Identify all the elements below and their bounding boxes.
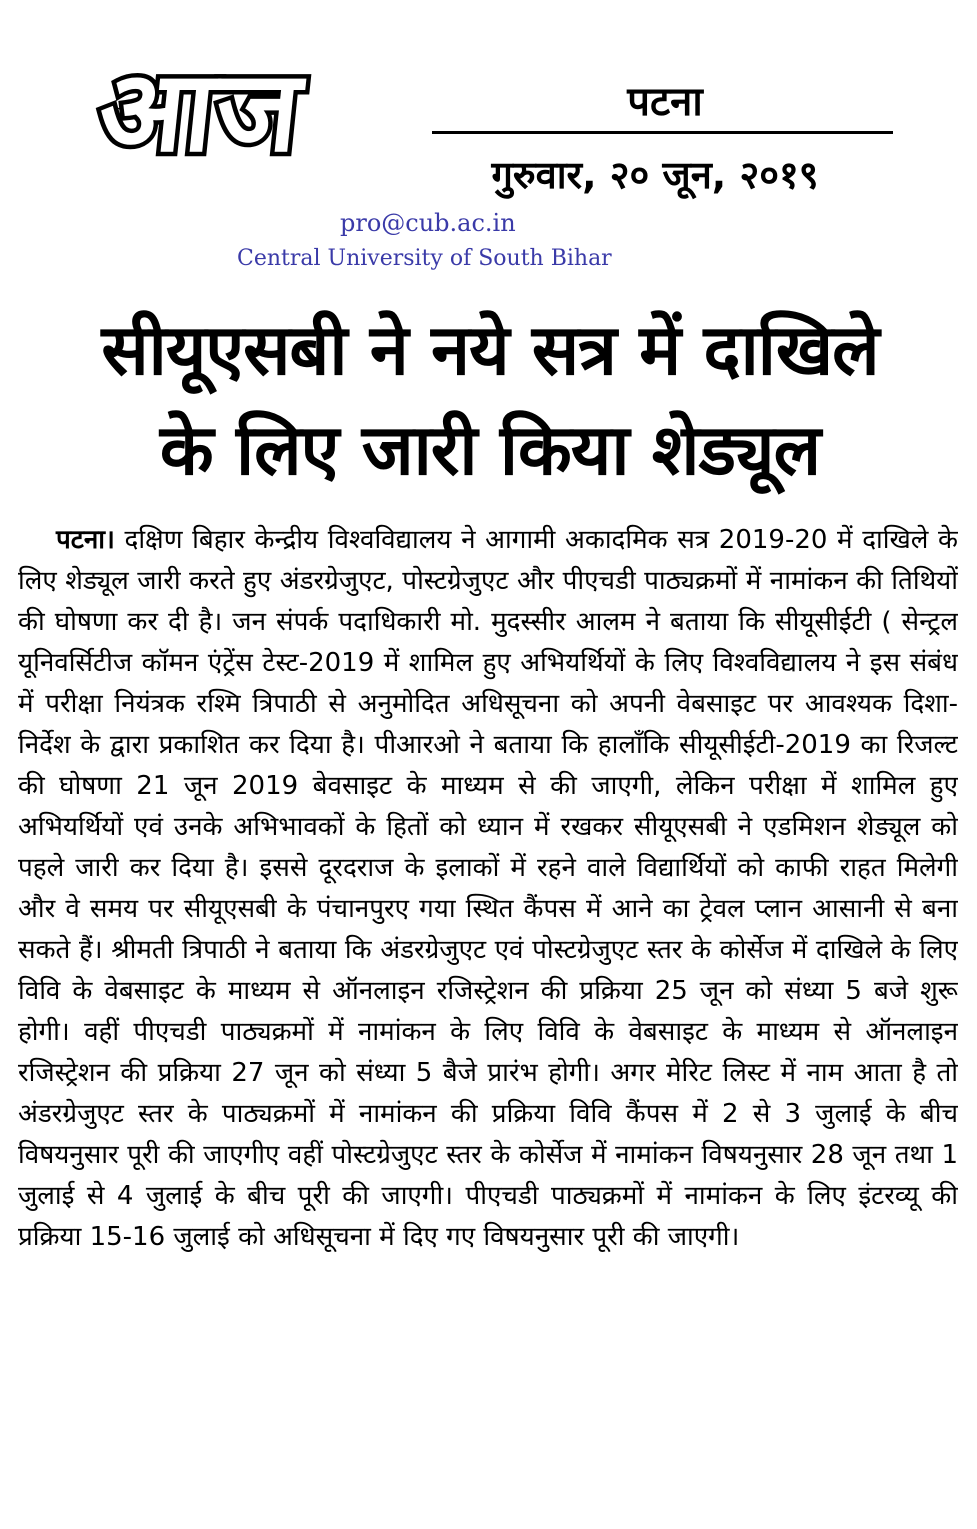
masthead-logo-text: आज (93, 47, 309, 177)
university-name: Central University of South Bihar (237, 246, 612, 271)
headline-line-2: के लिए जारी किया शेड्यूल (159, 409, 821, 491)
article-body-text: दक्षिण बिहार केन्द्रीय विश्वविद्यालय ने आगामी अकादमिक सत्र 2019-20 में दाखिले के लिए शेड्यूल जारी करते हुए अंडरग्रेजुएट, पोस्टग्रेजुएट और पीएचडी पाठ्यक्रमों में नामांकन की तिथियों की घोषणा कर दी है। जन संपर्क पदाधिकारी मो. मुदस्सीर आलम ने बताया कि सीयूसीईटी ( सेन्ट्रल यूनिवर्सिटीज कॉमन एंट्रेंस टेस्ट-2019 में शामिल हुए अभियर्थियों के लिए विश्वविद्यालय ने इस संबंध में परीक्षा नियंत्रक रश्मि त्रिपाठी से अनुमोदित अधिसूचना को अपनी वेबसाइट पर आवश्यक दिशा-निर्देश के द्वारा प्रकाशित कर दिया है। पीआरओ ने बताया कि हालाँकि सीयूसीईटी-2019 का रिजल्ट की घोषणा 21 जून 2019 बेवसाइट के माध्यम से की जाएगी, लेकिन परीक्षा में शामिल हुए अभियर्थियों एवं उनके अभिभावकों के हितों को ध्यान में रखकर सीयूएसबी ने एडमिशन शेड्यूल को पहले जारी कर दिया है। इससे दूरदराज के इलाकों में रहने वाले विद्यार्थियों को काफी राहत मिलेगी और वे समय पर सीयूएसबी के पंचानपुरए गया स्थित कैंपस में आने का ट्रेवल प्लान आसानी से बना सकते हैं। श्रीमती त्रिपाठी ने बताया कि अंडरग्रेजुएट एवं पोस्टग्रेजुएट स्तर के कोर्सेज में दाखिले के लिए विवि के वेबसाइट के माध्यम से ऑनलाइन रजिस्ट्रेशन की प्रक्रिया 25 जून को संध्या 5 बजे शुरू होगी। वहीं पीएचडी पाठ्यक्रमों में नामांकन के लिए विवि के वेबसाइट के माध्यम से ऑनलाइन रजिस्ट्रेशन की प्रक्रिया 27 जून को संध्या 5 बैजे प्रारंभ होगी। अगर मेरिट लिस्ट में नाम आता है तो अंडरग्रेजुएट स्तर के पाठ्यक्रमों में नामांकन की प्रक्रिया विवि कैंपस में 2 से 3 जुलाई के बीच विषयनुसार पूरी की जाएगीए वहीं पोस्टग्रेजुएट स्तर के कोर्सेज में नामांकन विषयनुसार 28 जून तथा 1 जुलाई से 4 जुलाई के बीच पूरी की जाएगी। पीएचडी पाठ्यक्रमों में नामांकन के लिए इंटरव्यू की प्रक्रिया 15-16 जुलाई को अधिसूचना में दिए गए विषयनुसार पूरी की जाएगी। (18, 525, 958, 1252)
header-divider-rule (432, 131, 893, 134)
article-dateline: पटना। (56, 525, 115, 555)
article-headline (30, 300, 950, 500)
headline-line-1: सीयूएसबी ने नये सत्र में दाखिले (101, 309, 879, 391)
newspaper-masthead-logo (93, 42, 380, 192)
edition-date: गुरुवार, २० जून, २०१९ (491, 153, 819, 197)
article-body (18, 520, 958, 1520)
contact-email: pro@cub.ac.in (340, 209, 516, 237)
edition-city: पटना (627, 79, 703, 125)
